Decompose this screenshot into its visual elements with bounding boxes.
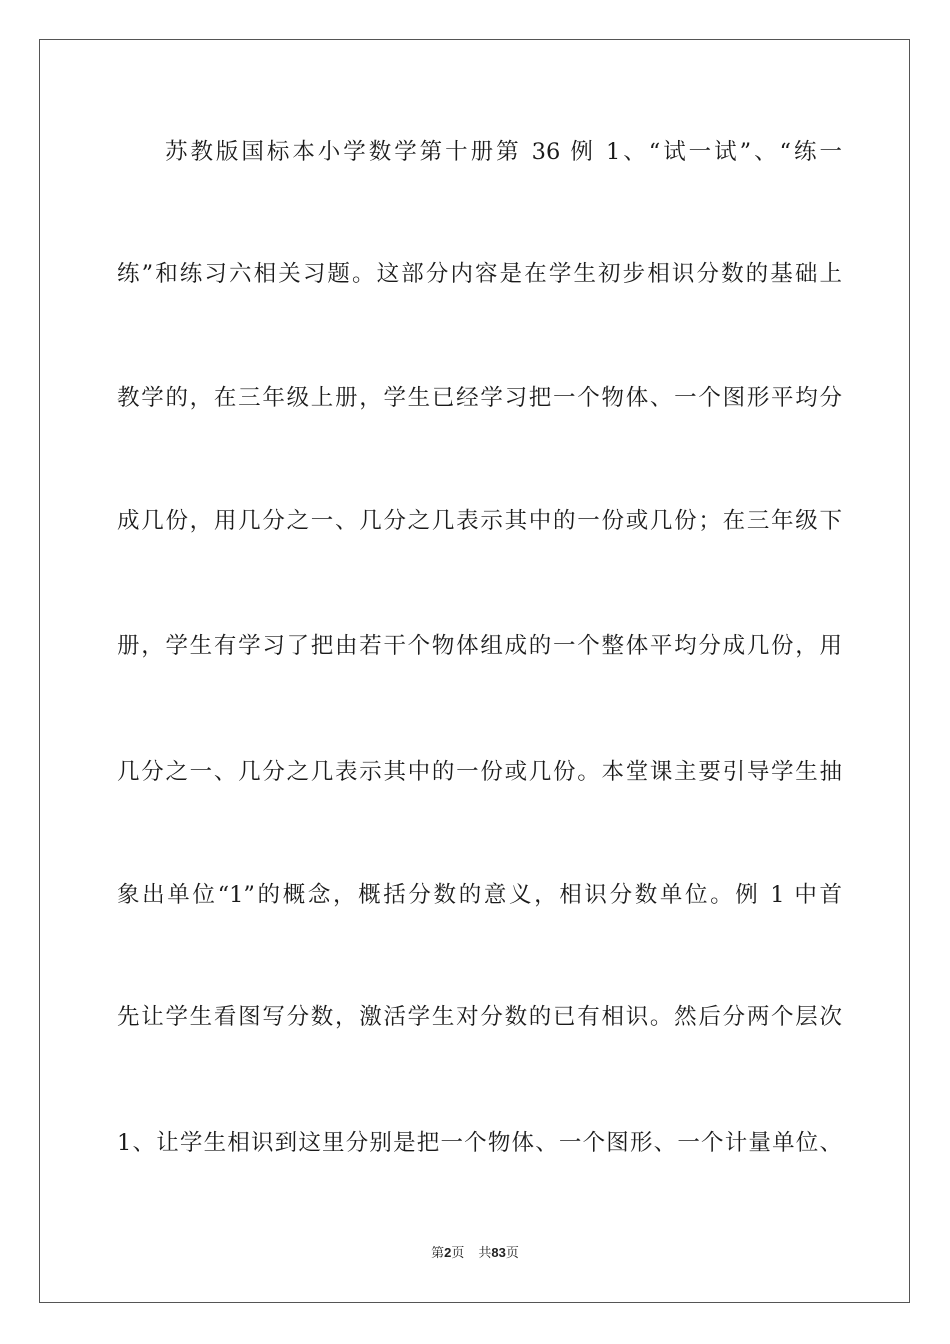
paragraph-line-1: 苏教版国标本小学数学第十册第 36 例 1、“试一试”、“练一: [165, 139, 842, 165]
total-prefix: 共: [478, 1246, 492, 1261]
paragraph-line-7: 象出单位“1”的概念，概括分数的意义，相识分数单位。例 1 中首: [117, 882, 842, 908]
paragraph-line-6: 几分之一、几分之几表示其中的一份或几份。本堂课主要引导学生抽: [117, 759, 842, 785]
total-pages: 83: [491, 1245, 506, 1260]
paragraph-line-2: 练”和练习六相关习题。这部分内容是在学生初步相识分数的基础上: [117, 261, 842, 287]
paragraph-line-4: 成几份，用几分之一、几分之几表示其中的一份或几份；在三年级下: [117, 508, 842, 534]
paragraph-line-9: 1、让学生相识到这里分别是把一个物体、一个图形、一个计量单位、: [117, 1130, 842, 1156]
page-suffix: 页: [451, 1246, 465, 1261]
paragraph-line-5: 册，学生有学习了把由若干个物体组成的一个整体平均分成几份，用: [117, 633, 842, 659]
page-footer: [0, 1244, 950, 1263]
page-border: [39, 39, 910, 1303]
paragraph-line-3: 教学的，在三年级上册，学生已经学习把一个物体、一个图形平均分: [117, 385, 842, 411]
page-prefix: 第: [431, 1246, 445, 1261]
paragraph-line-8: 先让学生看图写分数，激活学生对分数的已有相识。然后分两个层次: [117, 1004, 842, 1030]
page-number: 2: [444, 1245, 452, 1260]
total-suffix: 页: [505, 1246, 519, 1261]
